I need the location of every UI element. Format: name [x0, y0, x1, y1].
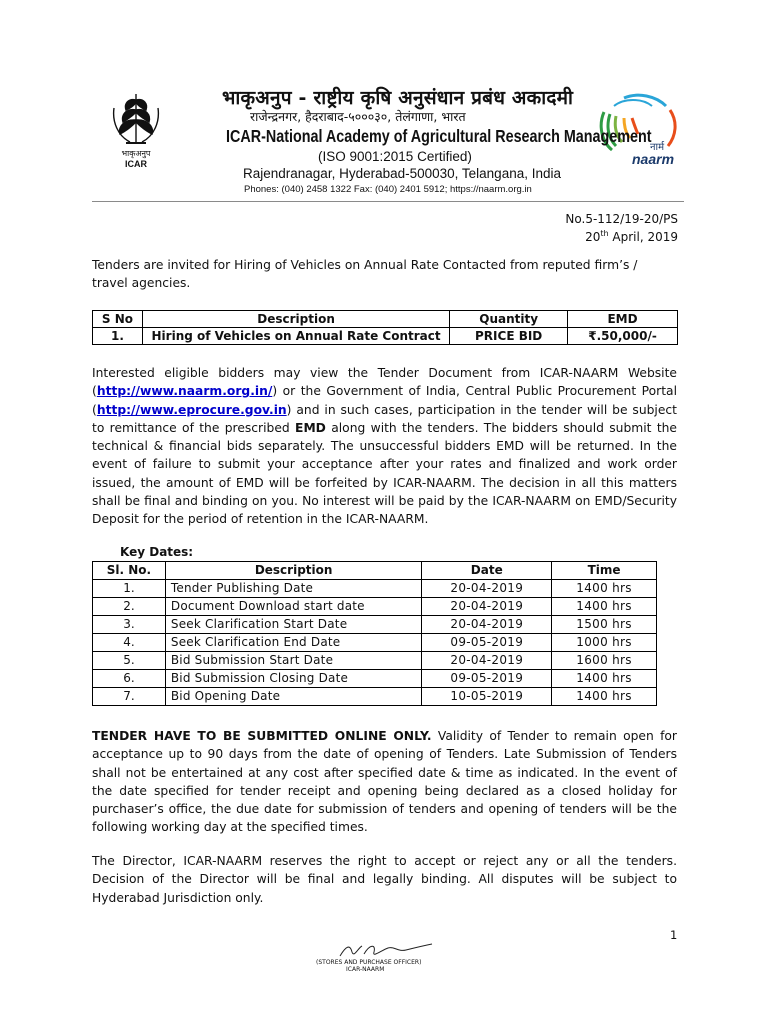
key-dates-title: Key Dates:: [120, 545, 194, 559]
text-span: ) or the Government of India, Central Public Procurement Portal (: [92, 384, 677, 417]
table-cell: Seek Clarification Start Date: [165, 616, 422, 634]
signature-icon: [336, 940, 436, 960]
naarm-logo-label: naarm: [632, 151, 675, 167]
naarm-website-link[interactable]: http://www.naarm.org.in/: [96, 384, 273, 399]
icar-logo-label: ICAR: [125, 159, 147, 169]
table-cell: Document Download start date: [165, 598, 422, 616]
table-cell: 20-04-2019: [422, 616, 552, 634]
signatory-role: (STORES AND PURCHASE OFFICER): [316, 959, 422, 966]
icar-logo-hindi-label: भाकृअनुप: [121, 149, 151, 158]
table-cell: Tender Publishing Date: [165, 580, 422, 598]
table-cell: 1400 hrs: [552, 670, 657, 688]
institute-title: ICAR-National Academy of Agricultural Research Management: [226, 126, 652, 146]
tender-table-header: [93, 311, 678, 328]
submission-emphasis: TENDER HAVE TO BE SUBMITTED ONLINE ONLY.: [92, 729, 432, 743]
intro-paragraph: Tenders are invited for Hiring of Vehicles on Annual Rate Contacted from reputed firm’s / travel agencies.: [92, 258, 638, 291]
table-cell: 6.: [93, 670, 166, 688]
letterhead-divider: [92, 201, 684, 202]
table-row: [93, 616, 657, 634]
table-row: [93, 634, 657, 652]
text-span: ) and in such cases, participation in the tender will be subject to remittance of the prescribed: [92, 402, 677, 435]
reference-number: No.5-112/19-20/PS: [565, 212, 678, 226]
emd-emphasis: EMD: [295, 420, 326, 435]
table-cell: PRICE BID: [450, 328, 568, 345]
text-span: along with the tenders. The bidders should submit the technical & financial bids separately. The unsuccessful bidders EMD will be returned. In the event of failure to submit your acceptance after your rates and finalized and work order issued, the amount of EMD will be forfeited by ICAR-NAARM. The decision in all this matters shall be final and binding on you. No interest will be paid by the ICAR-NAARM on EMD/Security Deposit for the period of retention in the ICAR-NAARM.: [92, 420, 677, 527]
key-dates-table: [92, 561, 657, 706]
table-cell: 1500 hrs: [552, 616, 657, 634]
text-span: Validity of Tender to remain open for acceptance up to 90 days from the date of opening of Tenders. Late Submission of Tenders shall not be entertained at any cost after specified date & time as indicated. In the event of the date specified for tender receipt and opening being declared as a closed holiday for purchaser’s office, the due date for submission of tenders and opening of tenders will be the following working day at the specified times.: [92, 729, 677, 835]
table-cell: 1.: [93, 580, 166, 598]
iso-certification: (ISO 9001:2015 Certified): [318, 149, 472, 164]
table-cell: Bid Submission Start Date: [165, 652, 422, 670]
table-cell: 7.: [93, 688, 166, 706]
table-cell: 1400 hrs: [552, 580, 657, 598]
table-cell: 1.: [93, 328, 143, 345]
table-cell: Seek Clarification End Date: [165, 634, 422, 652]
table-cell: 1000 hrs: [552, 634, 657, 652]
table-cell: 20-04-2019: [422, 598, 552, 616]
reference-date: [565, 228, 678, 246]
submission-paragraph: [92, 727, 677, 837]
table-cell: Bid Opening Date: [165, 688, 422, 706]
table-cell: 10-05-2019: [422, 688, 552, 706]
date-rest: April, 2019: [608, 230, 678, 244]
table-row: [93, 688, 657, 706]
director-paragraph: The Director, ICAR-NAARM reserves the right to accept or reject any or all the tenders. Decision of the Director will be final and legally binding. All disputes will be subject to Hyderabad Jurisdiction only.: [92, 854, 677, 905]
header-cell: Sl. No.: [93, 562, 166, 580]
table-row: [93, 652, 657, 670]
table-cell: Hiring of Vehicles on Annual Rate Contract: [142, 328, 449, 345]
date-suffix: th: [600, 229, 609, 238]
table-row: [93, 580, 657, 598]
table-cell: 5.: [93, 652, 166, 670]
header-cell: EMD: [568, 311, 678, 328]
tender-table: [92, 310, 678, 345]
icar-logo-icon: [104, 88, 168, 174]
table-cell: 1400 hrs: [552, 598, 657, 616]
table-cell: 1400 hrs: [552, 688, 657, 706]
table-cell: 1600 hrs: [552, 652, 657, 670]
page-number: 1: [670, 928, 678, 942]
header-cell: Description: [165, 562, 422, 580]
hindi-institute-title: भाकृअनुप - राष्ट्रीय कृषि अनुसंधान प्रबंध अकादमी: [222, 87, 574, 109]
table-cell: 3.: [93, 616, 166, 634]
reference-block: [565, 210, 678, 246]
table-cell: 09-05-2019: [422, 634, 552, 652]
table-cell: 20-04-2019: [422, 652, 552, 670]
header-cell: Time: [552, 562, 657, 580]
header-cell: Date: [422, 562, 552, 580]
table-cell: ₹.50,000/-: [568, 328, 678, 345]
header-cell: Description: [142, 311, 449, 328]
table-cell: 2.: [93, 598, 166, 616]
eligibility-paragraph: [92, 364, 677, 529]
institute-address: Rajendranagar, Hyderabad-500030, Telangana, India: [243, 166, 561, 181]
header-cell: Quantity: [450, 311, 568, 328]
signatory-org: ICAR-NAARM: [346, 966, 385, 973]
eprocure-link[interactable]: http://www.eprocure.gov.in: [96, 402, 287, 417]
key-dates-header: [93, 562, 657, 580]
date-day: 20: [585, 230, 601, 244]
contact-line: Phones: (040) 2458 1322 Fax: (040) 2401 5912; https://naarm.org.in: [244, 184, 532, 195]
table-cell: 20-04-2019: [422, 580, 552, 598]
table-cell: 4.: [93, 634, 166, 652]
table-cell: 09-05-2019: [422, 670, 552, 688]
table-cell: Bid Submission Closing Date: [165, 670, 422, 688]
text-span: Interested eligible bidders may view the Tender Document from ICAR-NAARM Website (: [92, 366, 677, 399]
naarm-logo-hindi-label: नार्म: [650, 142, 665, 153]
table-row: [93, 328, 678, 345]
table-row: [93, 670, 657, 688]
table-row: [93, 598, 657, 616]
hindi-address: राजेन्द्रनगर, हैदराबाद-५०००३०, तेलंगाणा, भारत: [250, 109, 466, 124]
header-cell: S No: [93, 311, 143, 328]
